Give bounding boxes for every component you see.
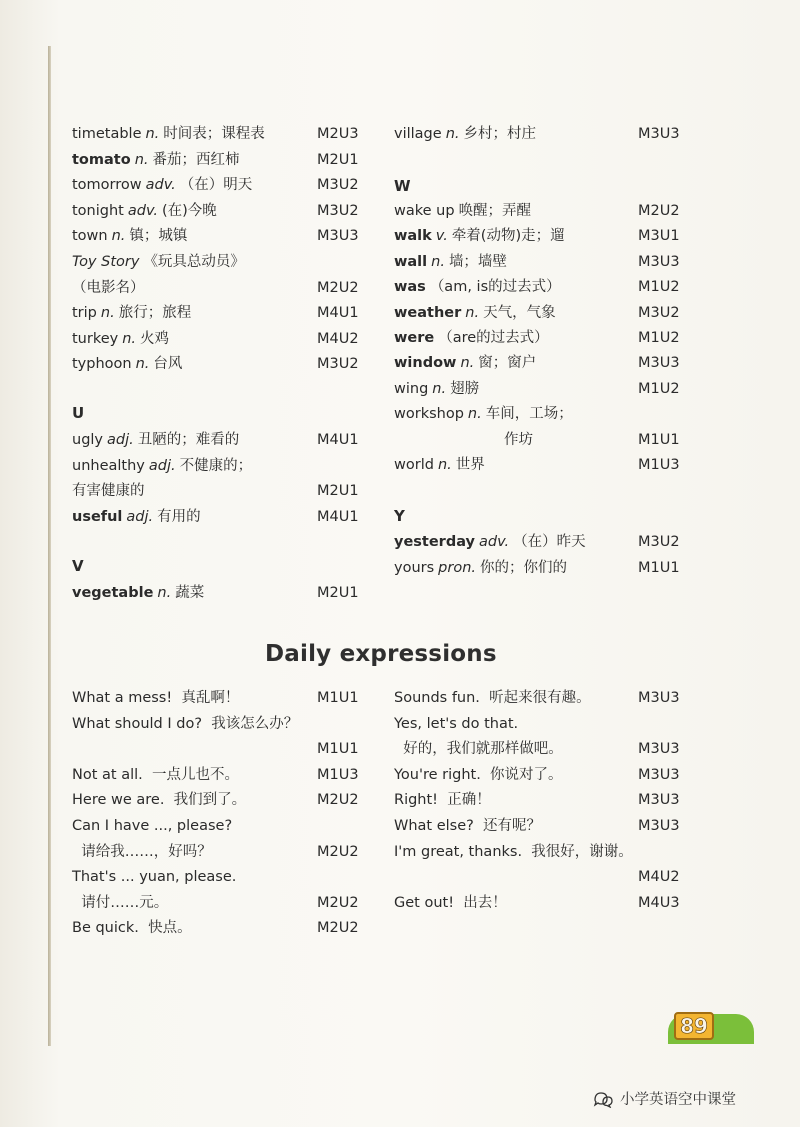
unit-code: M3U1	[638, 228, 680, 245]
page-number: 89	[674, 1012, 714, 1040]
unit-code: M3U2	[317, 202, 359, 219]
expression-entry	[394, 688, 688, 708]
unit-code: M4U1	[317, 508, 359, 525]
chinese-meaning: 天气，气象	[483, 304, 556, 321]
part-of-speech: v.	[435, 228, 448, 245]
unit-code: M2U1	[317, 151, 359, 168]
unit-code: M4U1	[317, 305, 359, 322]
unit-code: M1U1	[638, 431, 680, 448]
vocab-word: unhealthy	[72, 457, 145, 474]
vocab-word: village	[394, 126, 442, 142]
watermark-text: 小学英语空中课堂	[620, 1092, 736, 1108]
chinese-meaning: 蔬菜	[175, 585, 205, 601]
unit-code: M2U2	[317, 843, 359, 860]
vocab-word: tomorrow	[72, 177, 142, 194]
watermark	[592, 1088, 736, 1109]
wechat-icon	[592, 1090, 614, 1108]
vocab-entry	[394, 252, 688, 272]
chinese-meaning: 世界	[455, 457, 485, 473]
expression-entry	[72, 714, 367, 734]
vocab-entry	[72, 354, 367, 374]
chinese-meaning: 你的；你们的	[480, 559, 568, 576]
chinese-meaning: 有用的	[157, 508, 201, 525]
vocab-entry	[394, 455, 688, 475]
unit-code: M3U3	[317, 228, 359, 245]
vocab-word: wake up	[394, 203, 455, 219]
unit-code: M2U1	[317, 585, 359, 601]
chinese-meaning: （are的过去式）	[438, 330, 549, 346]
part-of-speech: n.	[432, 380, 447, 397]
vocab-word: trip	[72, 305, 97, 322]
vocab-word: town	[72, 228, 108, 245]
vocab-entry	[72, 303, 367, 323]
chinese-meaning: 不健康的；	[179, 457, 253, 474]
unit-code: M3U3	[638, 690, 680, 706]
page-spine	[48, 46, 51, 1046]
vocab-word: tomato	[72, 151, 131, 168]
chinese-meaning: 《玩具总动员》	[143, 254, 245, 270]
vocab-entry	[394, 532, 688, 552]
chinese-meaning: （在）昨天	[513, 534, 586, 550]
unit-code: M3U3	[638, 253, 680, 270]
unit-code: M2U2	[317, 920, 359, 937]
section-title: Daily expressions	[265, 641, 497, 667]
vocab-entry	[72, 329, 367, 349]
unit-code: M2U2	[317, 279, 359, 296]
vocab-word: typhoon	[72, 356, 132, 373]
expression-entry	[394, 790, 688, 810]
expression-text: Be quick. 快点。	[72, 920, 192, 937]
vocab-word: timetable	[72, 126, 142, 142]
unit-code: M4U1	[317, 432, 359, 448]
unit-code: M1U3	[638, 457, 680, 473]
chinese-meaning: 乡村；村庄	[463, 126, 536, 142]
chinese-meaning: 墙；墙壁	[448, 253, 507, 270]
vocab-word: workshop	[394, 406, 464, 423]
vocab-word: walk	[394, 228, 432, 245]
expression-text: Here we are. 我们到了。	[72, 792, 247, 809]
vocab-word: world	[394, 457, 434, 473]
vocab-entry	[72, 507, 367, 527]
vocab-word: yesterday	[394, 534, 476, 550]
part-of-speech: adj.	[126, 508, 154, 525]
expression-text: Yes, let's do that.	[394, 715, 519, 732]
chinese-meaning: 车间，工场；	[485, 406, 573, 423]
vocab-entry	[72, 430, 367, 450]
part-of-speech: n.	[135, 356, 150, 373]
unit-code: M1U1	[638, 559, 680, 576]
vocab-entry	[394, 353, 688, 373]
expression-text: Can I have ..., please?	[72, 818, 233, 834]
unit-code: M3U3	[638, 126, 680, 142]
unit-code: M1U1	[317, 741, 359, 758]
vocab-entry	[394, 558, 688, 578]
chinese-meaning: （am, is的过去式）	[429, 279, 561, 296]
vocab-entry	[72, 456, 367, 476]
part-of-speech: n.	[460, 355, 475, 372]
expression-entry	[72, 816, 367, 836]
unit-code: M4U2	[317, 330, 359, 347]
vocab-entry	[72, 481, 367, 501]
vocab-word: yours	[394, 559, 435, 576]
expression-text: You're right. 你说对了。	[394, 766, 563, 783]
vocab-word: was	[394, 279, 426, 296]
expression-text: 请给我……，好吗？	[72, 843, 212, 860]
part-of-speech: adj.	[107, 432, 134, 448]
unit-code: M3U3	[638, 766, 680, 783]
part-of-speech: adj.	[148, 457, 176, 474]
chinese-meaning: 作坊	[504, 431, 533, 448]
vocab-word: window	[394, 355, 457, 372]
vocab-word: wall	[394, 253, 428, 270]
unit-code: M3U2	[638, 534, 680, 550]
unit-code: M1U2	[638, 279, 680, 296]
unit-code: M1U3	[317, 766, 359, 783]
chinese-meaning: 镇；城镇	[129, 228, 188, 245]
expression-text: What a mess! 真乱啊！	[72, 690, 240, 706]
expression-text: Not at all. 一点儿也不。	[72, 766, 239, 783]
unit-code: M3U3	[638, 792, 680, 809]
vocab-word: useful	[72, 508, 123, 525]
chinese-meaning: 窗；窗户	[478, 355, 537, 372]
vocab-entry	[72, 150, 367, 170]
chinese-meaning: 台风	[153, 356, 183, 373]
chinese-meaning: 丑陋的；难看的	[137, 432, 240, 448]
vocab-word: vegetable	[72, 585, 154, 601]
chinese-meaning: （电影名）	[72, 279, 145, 296]
part-of-speech: adv.	[479, 534, 510, 550]
part-of-speech: adv.	[127, 202, 158, 219]
part-of-speech: n.	[111, 228, 126, 245]
vocab-entry	[72, 278, 367, 298]
part-of-speech: pron.	[438, 559, 477, 576]
unit-code: M2U3	[317, 126, 359, 142]
chinese-meaning: （在）明天	[179, 177, 253, 194]
expression-entry	[72, 893, 367, 913]
expression-text: Right! 正确！	[394, 792, 491, 809]
expression-entry	[72, 688, 367, 708]
letter-heading-y: Y	[394, 507, 405, 525]
expression-entry	[394, 765, 688, 785]
part-of-speech: n.	[145, 126, 160, 142]
vocab-entry	[394, 379, 688, 399]
unit-code: M1U2	[638, 380, 680, 397]
unit-code: M2U2	[638, 203, 680, 219]
unit-code: M3U2	[638, 304, 680, 321]
chinese-meaning: 时间表；课程表	[163, 126, 265, 142]
unit-code: M2U2	[317, 792, 359, 809]
unit-code: M1U1	[317, 690, 359, 706]
expression-entry	[72, 842, 367, 862]
vocab-word: Toy Story	[72, 254, 140, 270]
vocab-entry	[394, 277, 688, 297]
unit-code: M3U3	[638, 741, 680, 758]
vocab-entry	[394, 328, 688, 348]
part-of-speech: n.	[134, 151, 149, 168]
chinese-meaning: 翅膀	[450, 380, 480, 397]
expression-entry	[72, 918, 367, 938]
expression-entry	[394, 816, 688, 836]
vocab-word: ugly	[72, 432, 104, 448]
vocab-entry	[394, 201, 688, 221]
expression-text: That's ... yuan, please.	[72, 869, 237, 886]
letter-heading-u: U	[72, 404, 85, 422]
part-of-speech: n.	[100, 305, 115, 322]
unit-code: M3U2	[317, 356, 359, 373]
vocab-word: tonight	[72, 202, 124, 219]
chinese-meaning: 唤醒；弄醒	[458, 203, 532, 219]
unit-code: M1U2	[638, 330, 680, 346]
letter-heading-w: W	[394, 177, 411, 195]
letter-heading-v: V	[72, 557, 84, 575]
expression-text: I'm great, thanks. 我很好，谢谢。	[394, 843, 633, 860]
expression-text: Sounds fun. 听起来很有趣。	[394, 690, 591, 706]
vocab-word: wing	[394, 380, 429, 397]
vocab-entry	[394, 430, 688, 450]
vocab-word: turkey	[72, 330, 119, 347]
expression-entry	[72, 790, 367, 810]
unit-code: M3U3	[638, 818, 680, 834]
chinese-meaning: 火鸡	[140, 330, 170, 347]
expression-text: Get out! 出去！	[394, 894, 507, 911]
expression-entry	[72, 867, 367, 887]
vocab-entry	[72, 124, 367, 144]
part-of-speech: n.	[465, 304, 480, 321]
vocab-entry	[72, 175, 367, 195]
expression-text: 请付……元。	[72, 894, 169, 911]
unit-code: M3U3	[638, 355, 680, 372]
vocab-word: were	[394, 330, 435, 346]
part-of-speech: n.	[431, 253, 445, 270]
expression-entry	[394, 893, 688, 913]
part-of-speech: n.	[157, 585, 172, 601]
expression-entry	[394, 842, 688, 862]
chinese-meaning: 旅行；旅程	[118, 305, 192, 322]
part-of-speech: adv.	[145, 177, 176, 194]
expression-entry	[394, 739, 688, 759]
chinese-meaning: 番茄；西红柿	[152, 151, 240, 168]
vocab-entry	[394, 404, 688, 424]
vocab-entry	[72, 583, 367, 603]
vocab-word: weather	[394, 304, 462, 321]
vocab-entry	[72, 252, 367, 272]
unit-code: M3U2	[317, 177, 359, 194]
part-of-speech: n.	[445, 126, 460, 142]
part-of-speech: n.	[122, 330, 137, 347]
unit-code: M4U3	[638, 894, 680, 911]
expression-entry	[72, 765, 367, 785]
chinese-meaning: 有害健康的	[72, 483, 145, 499]
chinese-meaning: 牵着(动物)走；遛	[451, 228, 565, 245]
vocab-entry	[72, 226, 367, 246]
vocab-entry	[394, 226, 688, 246]
expression-text: What else? 还有呢？	[394, 818, 542, 834]
vocab-entry	[72, 201, 367, 221]
expression-text: 好的，我们就那样做吧。	[394, 741, 563, 758]
expression-text: What should I do? 我该怎么办？	[72, 715, 299, 732]
unit-code: M2U2	[317, 894, 359, 911]
part-of-speech: n.	[467, 406, 482, 423]
chinese-meaning: (在)今晚	[161, 202, 217, 219]
expression-entry	[394, 714, 688, 734]
page-number-badge	[668, 1010, 754, 1046]
unit-code: M2U1	[317, 483, 359, 499]
part-of-speech: n.	[437, 457, 452, 473]
vocab-entry	[394, 124, 688, 144]
vocab-entry	[394, 303, 688, 323]
unit-code: M4U2	[638, 869, 680, 886]
